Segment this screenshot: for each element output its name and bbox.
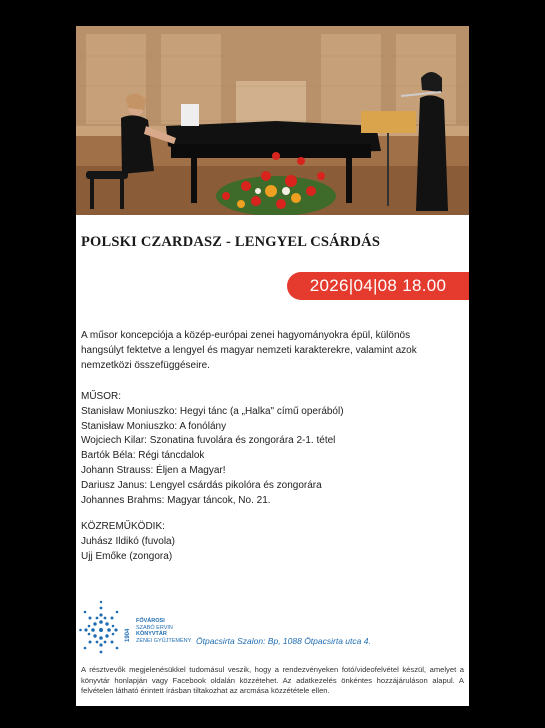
photo-disclaimer: A résztvevők megjelenésükkel tudomásul veszik, hogy a rendezvényeken fotó/videofelvétel készül, amelyet a könyvtár honlapján vagy Facebook oldalán közzétehet. Az adatkezelés önkéntes hozzájáruláson alapul. A felvételen látható érintett írásban tiltakozhat az arcmása közzététele ellen. [81, 665, 464, 695]
logo-year: 1904 [125, 628, 131, 642]
program-item: Bartók Béla: Régi táncdalok [81, 450, 205, 462]
program-item: Dariusz Janus: Lengyel csárdás pikolóra és zongorára [81, 479, 322, 491]
program-item: Johann Strauss: Éljen a Magyar! [81, 464, 226, 476]
performers-section [81, 520, 461, 564]
event-intro: A műsor koncepciója a közép-európai zenei hagyományokra épül, különös hangsúlyt fektetve a lengyel és magyar nemzeti karakterekre, valamint azok nemzetközi összefüggéseire. [81, 330, 417, 371]
performer-item: Ujj Emőke (zongora) [81, 550, 173, 562]
performer-item: Juhász Ildikó (fuvola) [81, 535, 175, 547]
program-item: Wojciech Kilar: Szonatina fuvolára és zongorára 2-1. tétel [81, 435, 336, 447]
venue-address: Ötpacsirta Szalon: Bp, 1088 Ötpacsirta utca 4. [196, 636, 371, 646]
concert-photo [76, 26, 469, 215]
program-heading: MŰSOR: [81, 391, 121, 402]
event-date-badge: 2026|04|08 18.00 [287, 272, 469, 300]
logo-text: FŐVÁROSI SZABÓ ERVIN KÖNYVTÁR ZENEI GYŰJTEMÉNY [136, 618, 192, 644]
program-section [81, 390, 461, 508]
performers-heading: KÖZREMŰKÖDIK: [81, 521, 165, 532]
event-title: POLSKI CZARDASZ - LENGYEL CSÁRDÁS [81, 234, 381, 250]
poster-page [76, 26, 469, 706]
program-item: Stanisław Moniuszko: Hegyi tánc (a „Halka" című operából) [81, 405, 344, 417]
program-item: Johannes Brahms: Magyar táncok, No. 21. [81, 494, 271, 506]
program-item: Stanisław Moniuszko: A fonólány [81, 420, 227, 432]
